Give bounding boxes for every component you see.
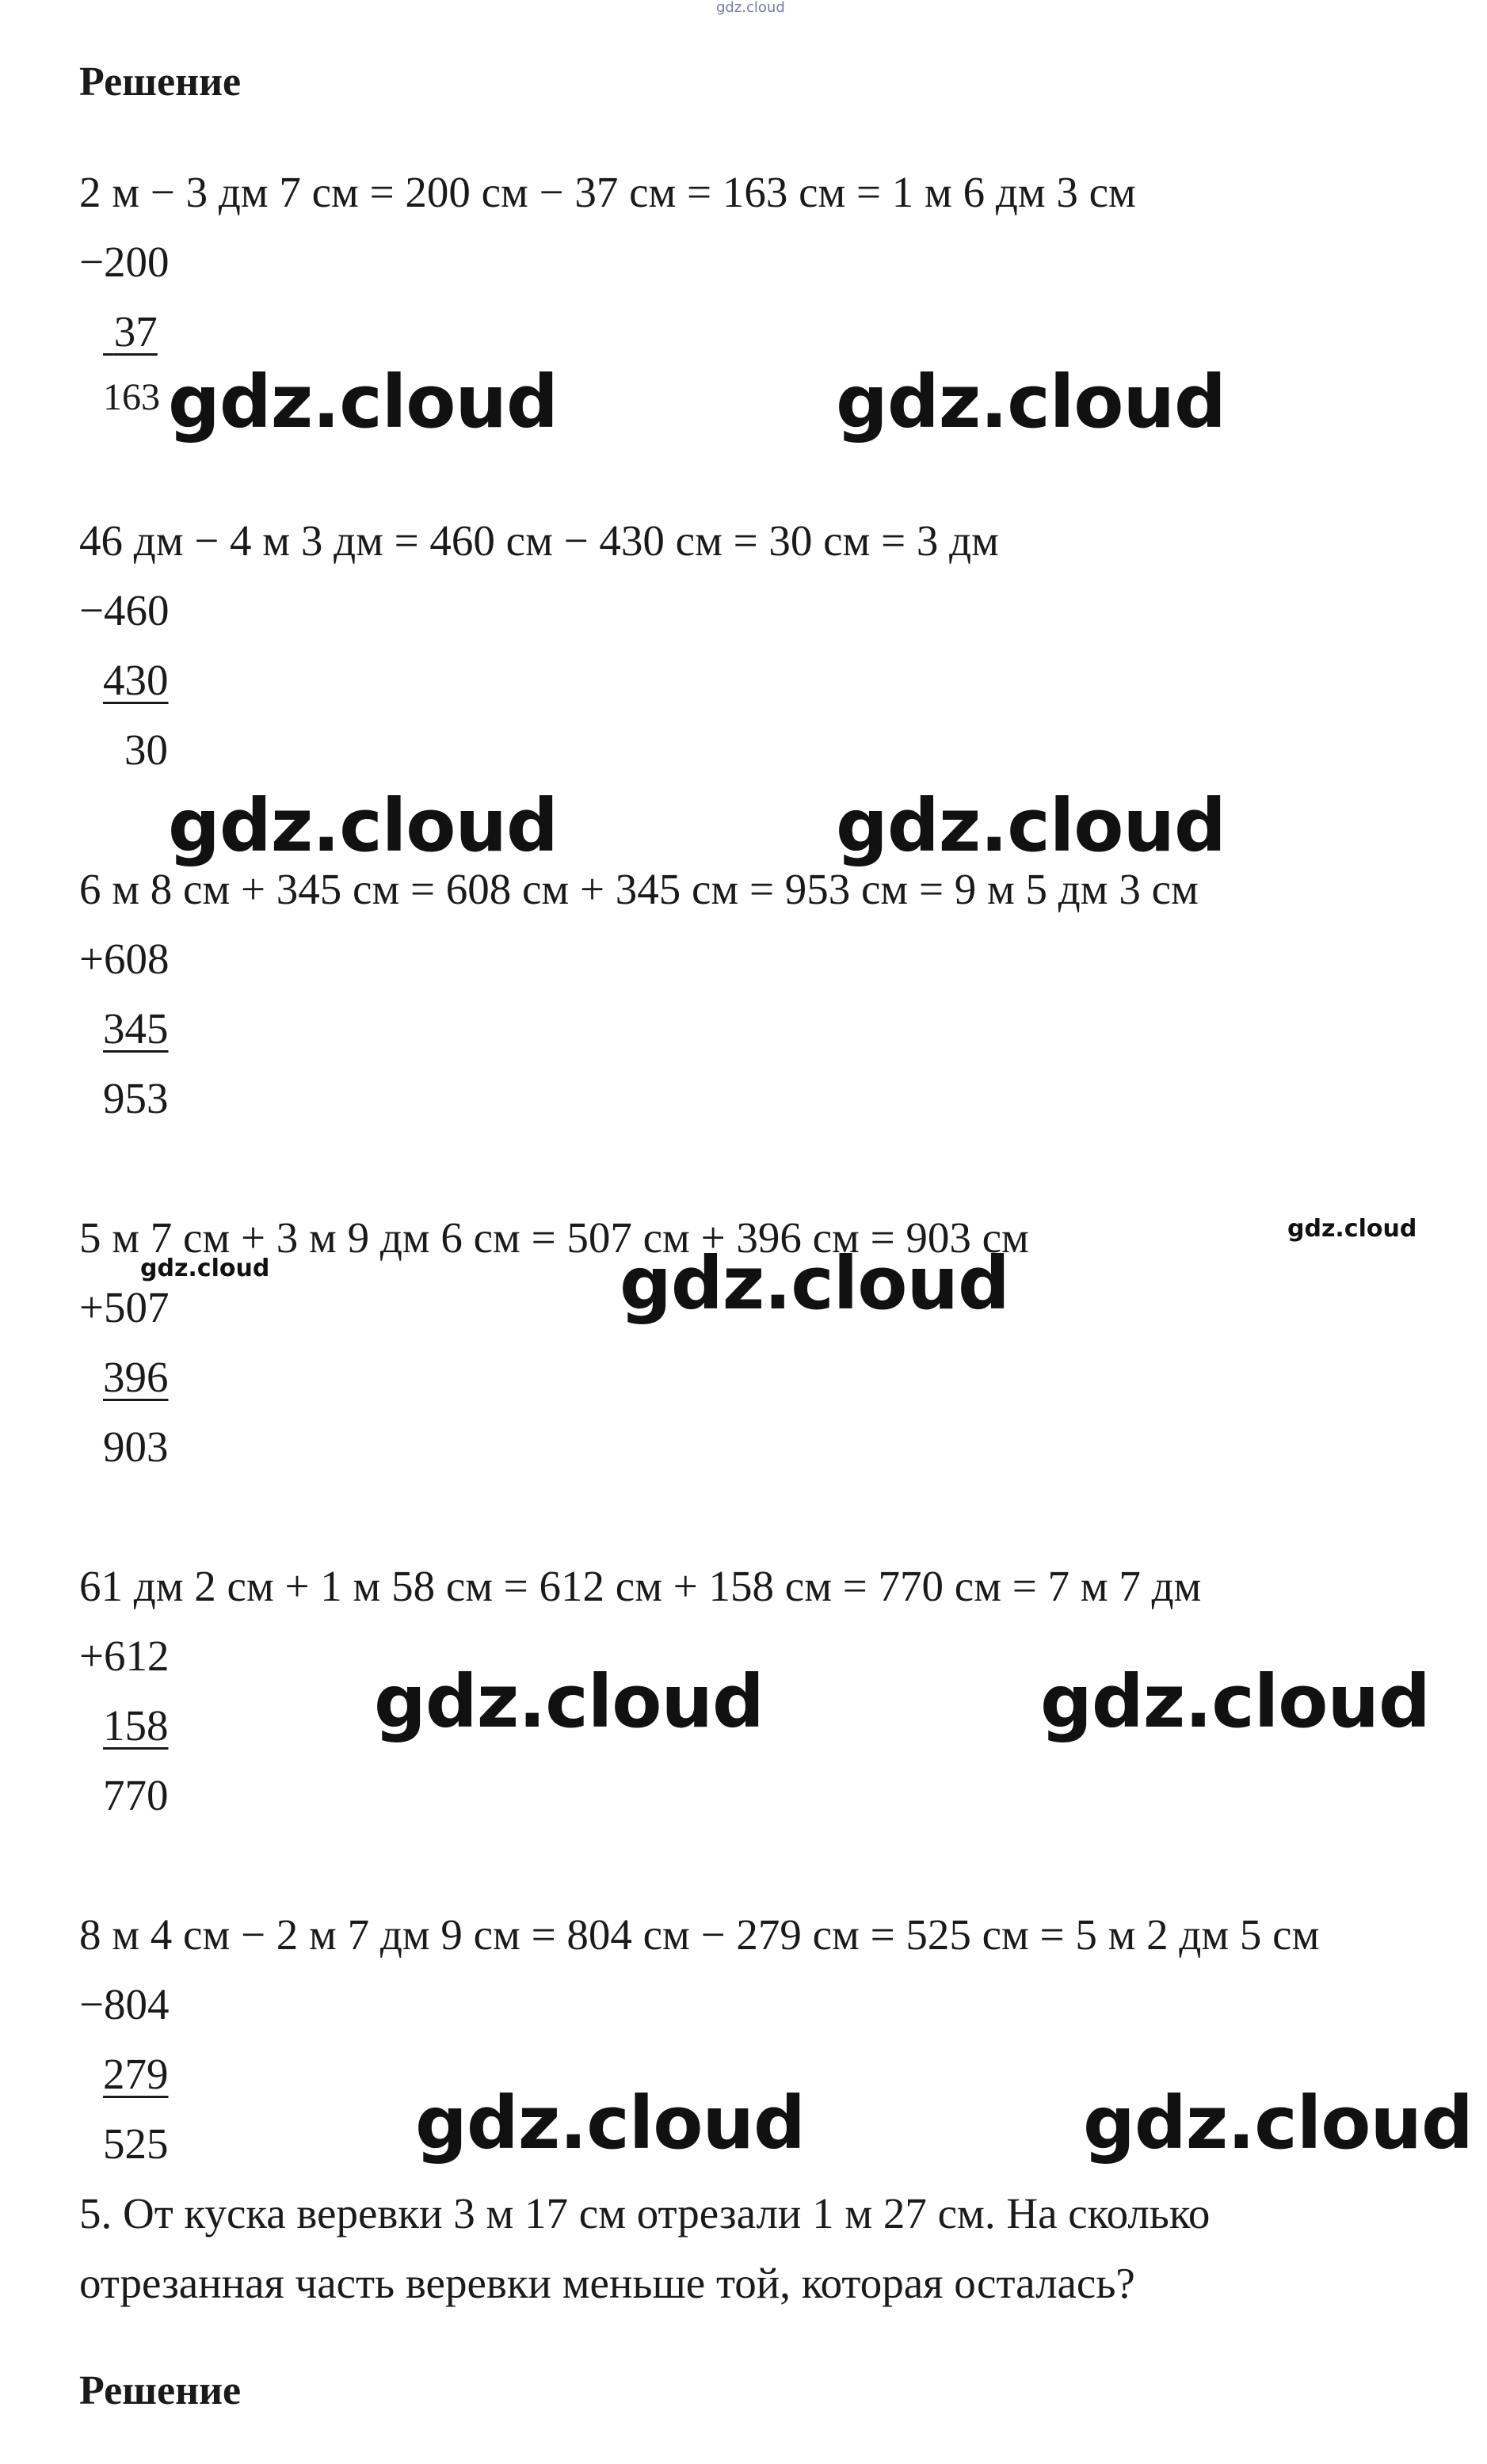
column-subtrahend: 279 (103, 2050, 169, 2098)
equation-line: 8 м 4 см − 2 м 7 дм 9 см = 804 см − 279 см = 525 см = 5 м 2 дм 5 см (79, 1910, 1320, 1959)
top-watermark: gdz.cloud (716, 0, 785, 16)
equation-line: 46 дм − 4 м 3 дм = 460 см − 430 см = 30 см = 3 дм (79, 516, 999, 565)
watermark: gdz.cloud (836, 783, 1226, 868)
column-addend-2: 345 (103, 1004, 169, 1053)
watermark: gdz.cloud (415, 2081, 805, 2165)
column-minuend: −200 (79, 238, 170, 286)
column-result: 903 (103, 1422, 169, 1471)
column-result: 953 (103, 1074, 169, 1122)
equation-line: 61 дм 2 см + 1 м 58 см = 612 см + 158 см = 770 см = 7 м 7 дм (79, 1562, 1202, 1610)
column-result: 770 (103, 1771, 169, 1819)
column-addend-2: 158 (103, 1701, 169, 1750)
column-subtrahend: 37 (113, 307, 158, 356)
solution-heading: Решение (79, 2368, 242, 2413)
watermark: gdz.cloud (1040, 1659, 1430, 1744)
column-addend-1: +608 (79, 935, 170, 983)
watermark: gdz.cloud (168, 360, 558, 444)
task-text-line-1: 5. От куска веревки 3 м 17 см отрезали 1 м 27 см. На сколько (79, 2189, 1211, 2237)
column-addend-2: 396 (103, 1353, 169, 1401)
equation-line: 5 м 7 см + 3 м 9 дм 6 см = 507 см + 396 см = 903 см (79, 1213, 1029, 1262)
column-addend-1: +612 (79, 1632, 170, 1680)
equation-line: 2 м − 3 дм 7 см = 200 см − 37 см = 163 см = 1 м 6 дм 3 см (79, 168, 1136, 216)
watermark: gdz.cloud (1083, 2081, 1473, 2165)
column-addend-1: +507 (79, 1283, 170, 1331)
solution-heading: Решение (79, 59, 242, 105)
watermark: gdz.cloud (620, 1241, 1009, 1326)
task-text-line-2: отрезанная часть веревки меньше той, которая осталась? (79, 2259, 1135, 2307)
column-result: 163 (103, 376, 160, 418)
equation-line: 6 м 8 см + 345 см = 608 см + 345 см = 953 см = 9 м 5 дм 3 см (79, 865, 1199, 913)
watermark: gdz.cloud (374, 1659, 764, 1744)
column-minuend: −460 (79, 586, 170, 634)
column-result: 30 (124, 725, 168, 774)
watermark: gdz.cloud (140, 1255, 270, 1282)
watermark: gdz.cloud (1287, 1215, 1417, 1243)
column-minuend: −804 (79, 1980, 170, 2028)
column-subtrahend: 430 (103, 656, 169, 704)
watermark: gdz.cloud (168, 783, 558, 868)
column-result: 525 (103, 2119, 169, 2168)
watermark: gdz.cloud (836, 360, 1226, 444)
